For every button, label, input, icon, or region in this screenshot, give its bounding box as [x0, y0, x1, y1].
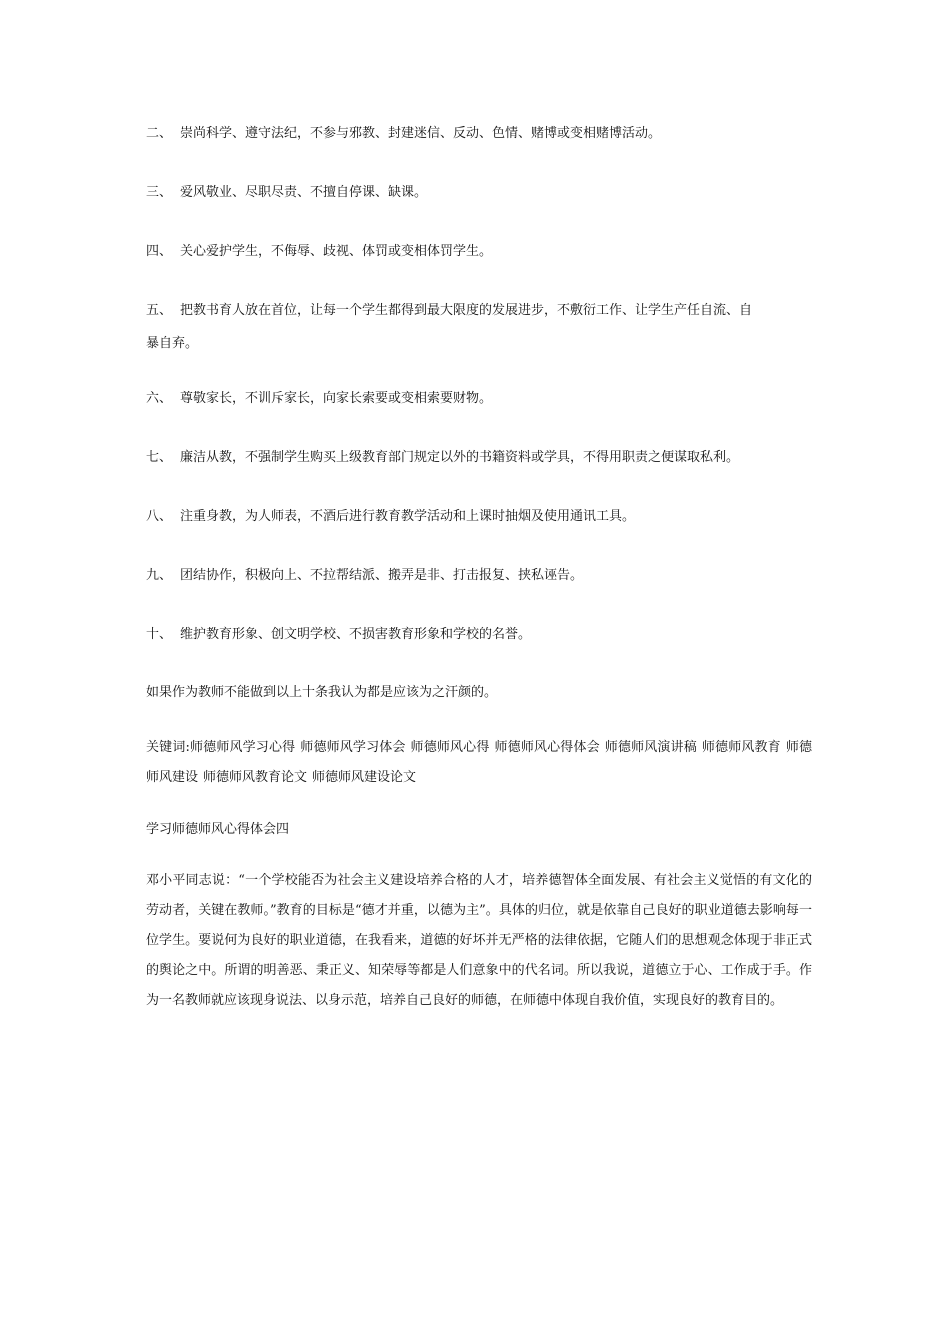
rule-item-8: [146, 507, 812, 527]
rule-item-7: [146, 448, 812, 468]
rule-number: 五、: [146, 303, 173, 318]
keywords-line: [146, 733, 812, 793]
rule-number: 二、: [146, 126, 173, 141]
keyword-link[interactable]: 师德师风学习心得: [189, 740, 296, 755]
rule-text: 关心爱护学生，不侮辱、歧视、体罚或变相体罚学生。: [180, 244, 493, 259]
rule-text: 把教书育人放在首位，让每一个学生都得到最大限度的发展进步，不敷衍工作、让学生产任自流、自: [180, 303, 753, 318]
rule-text: 廉洁从教，不强制学生购买上级教育部门规定以外的书籍资料或学具，不得用职责之便谋取私利。: [180, 450, 740, 465]
rule-number: 三、: [146, 185, 173, 200]
rule-item-3: [146, 183, 812, 203]
rule-item-5-continuation: 暴自弃。: [146, 336, 199, 351]
rule-text: 崇尚科学、遵守法纪，不参与邪教、封建迷信、反动、色情、赌博或变相赌博活动。: [180, 126, 662, 141]
conclusion-text: 如果作为教师不能做到以上十条我认为都是应该为之汗颜的。: [146, 685, 498, 700]
keywords-label: 关键词:: [146, 740, 190, 755]
rule-item-10: [146, 625, 812, 645]
rule-text: 维护教育形象、创文明学校、不损害教育形象和学校的名誉。: [180, 627, 532, 642]
rule-item-4: [146, 242, 812, 262]
keyword-link[interactable]: 师德师风心得: [410, 740, 490, 755]
keyword-link[interactable]: 师德师风建设论文: [312, 770, 417, 785]
keyword-link[interactable]: 师德师风学习体会: [300, 740, 406, 755]
keyword-link[interactable]: 师德师风建设: [146, 740, 812, 785]
rule-item-5: [146, 301, 812, 321]
keyword-link[interactable]: 师德师风教育论文: [203, 770, 308, 785]
body-paragraph: 邓小平同志说：“一个学校能否为社会主义建设培养合格的人才，培养德智体全面发展、有社会主义觉悟的有文化的劳动者，关键在教师。”教育的目标是“德才并重，以德为主”。具体的归位，就是依靠自己良好的职业道德去影响每一位学生。要说何为良好的职业道德，在我看来，道德的好坏并无严格的法律依据，它随人们的思想观念体现于非正式的舆论之中。所谓的明善恶、秉正义、知荣辱等都是人们意象中的代名词。所以我说，道德立于心、工作成于手。作为一名教师就应该现身说法、以身示范，培养自己良好的师德，在师德中体现自我价值，实现良好的教育目的。: [146, 873, 812, 1008]
keyword-link[interactable]: 师德师风演讲稿: [604, 740, 697, 755]
rule-text: 注重身教，为人师表，不酒后进行教育教学活动和上课时抽烟及使用通讯工具。: [180, 509, 636, 524]
keyword-link[interactable]: 师德师风心得体会: [494, 740, 600, 755]
rule-number: 四、: [146, 244, 173, 259]
keyword-link[interactable]: 师德师风教育: [701, 740, 781, 755]
rule-number: 九、: [146, 568, 173, 583]
document-page: [146, 122, 812, 1016]
rule-item-2: [146, 124, 812, 144]
rule-item-9: [146, 566, 812, 586]
rule-number: 六、: [146, 391, 173, 406]
rule-number: 十、: [146, 627, 173, 642]
section-title: 学习师德师风心得体会四: [146, 822, 290, 837]
rule-text: 团结协作，积极向上、不拉帮结派、搬弄是非、打击报复、挟私诬告。: [180, 568, 584, 583]
rule-number: 七、: [146, 450, 173, 465]
rule-text: 爱风敬业、尽职尽责、不擅自停课、缺课。: [180, 185, 428, 200]
rule-item-6: [146, 389, 812, 409]
rule-text: 尊敬家长，不训斥家长，向家长索要或变相索要财物。: [180, 391, 493, 406]
rule-number: 八、: [146, 509, 173, 524]
